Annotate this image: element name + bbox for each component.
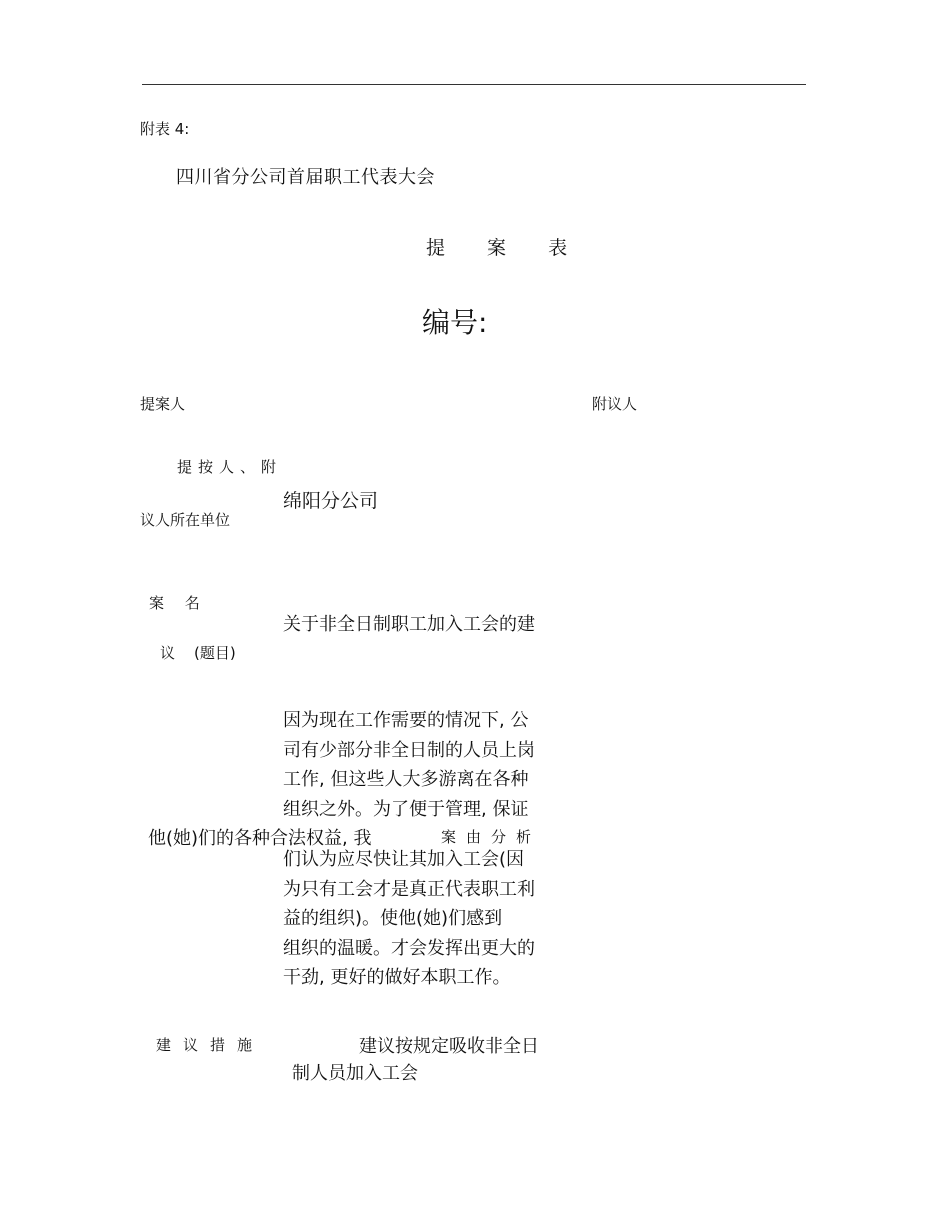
measure-label: 建议措施 bbox=[156, 1036, 265, 1054]
case-label-line2: 议 bbox=[160, 644, 176, 662]
form-title: 提 案 表 bbox=[426, 237, 586, 259]
reason-line: 司有少部分非全日制的人员上岗 bbox=[283, 739, 535, 761]
unit-label-line2: 议人所在单位 bbox=[140, 511, 231, 529]
measure-line1: 建议按规定吸收非全日 bbox=[359, 1036, 539, 1057]
header-rule bbox=[142, 84, 806, 85]
reason-line: 因为现在工作需要的情况下, 公 bbox=[283, 710, 529, 731]
unit-label-line1: 提按人、附 bbox=[177, 458, 283, 476]
reason-text-block-continued bbox=[283, 845, 551, 993]
reason-line: 组织的温暖。才会发挥出更大的 bbox=[283, 937, 535, 959]
proposer-label: 提案人 bbox=[140, 395, 186, 413]
reason-line: 工作, 但这些人大多游离在各种 bbox=[283, 769, 529, 790]
reason-line: 为只有工会才是真正代表职工利 bbox=[283, 878, 535, 900]
org-title: 四川省分公司首届职工代表大会 bbox=[176, 167, 435, 188]
reason-line: 干劲, 更好的做好本职工作。 bbox=[283, 967, 511, 988]
measure-line2: 制人员加入工会 bbox=[292, 1063, 418, 1084]
reason-text-block bbox=[283, 706, 551, 824]
case-label-line1: 案 名 bbox=[149, 594, 208, 612]
number-label: 编号: bbox=[422, 306, 488, 339]
reason-line: 益的组织)。使他(她)们感到 bbox=[283, 908, 503, 929]
seconder-label: 附议人 bbox=[592, 395, 638, 413]
unit-value: 绵阳分公司 bbox=[283, 490, 379, 512]
reason-line: 组织之外。为了便于管理, 保证 bbox=[283, 798, 529, 820]
annex-label: 附表 4: bbox=[140, 120, 190, 138]
case-label-sub: (题目) bbox=[194, 644, 236, 662]
reason-line: 们认为应尽快让其加入工会(因 bbox=[283, 849, 525, 870]
case-value: 关于非全日制职工加入工会的建 bbox=[283, 614, 535, 635]
reason-label: 案由分析 bbox=[441, 828, 542, 846]
reason-inline-line: 他(她)们的各种合法权益, 我 bbox=[148, 828, 372, 849]
